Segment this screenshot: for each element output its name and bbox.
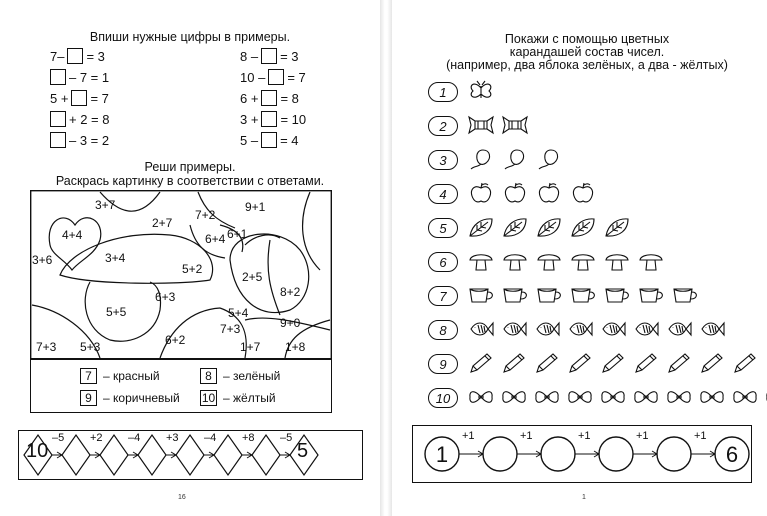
- page-number-left: 16: [178, 494, 186, 501]
- picture-example[interactable]: 4+4: [62, 228, 83, 242]
- chain-diamond[interactable]: [100, 435, 128, 475]
- fish-icon[interactable]: [600, 318, 626, 340]
- answer-box[interactable]: [67, 48, 83, 64]
- left-equation: [50, 69, 109, 85]
- chain-operation: –5: [280, 432, 293, 444]
- chain-arrow: [633, 451, 657, 457]
- equation-text: 10 –: [240, 69, 266, 85]
- answer-box[interactable]: [71, 90, 87, 106]
- mushroom-icon[interactable]: [570, 250, 596, 272]
- right-equation: [240, 132, 299, 148]
- equation-text: – 3 = 2: [69, 132, 110, 148]
- answer-box[interactable]: [50, 132, 66, 148]
- answer-box[interactable]: [50, 111, 66, 127]
- bow-icon[interactable]: [732, 386, 758, 408]
- balloon-icon[interactable]: [468, 148, 494, 170]
- legend-box: [30, 358, 332, 413]
- right-equation: [240, 90, 299, 106]
- chain-diamond[interactable]: [214, 435, 242, 475]
- fish-icon[interactable]: [534, 318, 560, 340]
- cup-icon[interactable]: [604, 284, 630, 306]
- equation-text: = 4: [280, 132, 299, 148]
- bow-icon[interactable]: [534, 386, 560, 408]
- picture-example[interactable]: 3+6: [32, 253, 53, 267]
- picture-example[interactable]: 2+7: [152, 216, 173, 230]
- chain-arrow: [166, 452, 176, 458]
- fish-icon[interactable]: [468, 318, 494, 340]
- chain-arrow: [52, 452, 62, 458]
- equation-text: 3 +: [240, 111, 259, 127]
- chain-operation: +1: [578, 430, 591, 442]
- task2-title-line1: Реши примеры.: [144, 160, 236, 174]
- equation-text: = 3: [280, 48, 299, 64]
- picture-example[interactable]: 6+2: [165, 333, 186, 347]
- mushroom-icon[interactable]: [604, 250, 630, 272]
- chain-diamond[interactable]: [176, 435, 204, 475]
- mushroom-icon[interactable]: [638, 250, 664, 272]
- leaf-icon[interactable]: [536, 216, 562, 238]
- equation-text: 7–: [50, 48, 65, 64]
- legend-color-label: – красный: [103, 369, 160, 383]
- answer-box[interactable]: [261, 90, 277, 106]
- pencil-icon[interactable]: [567, 352, 593, 374]
- picture-example[interactable]: 2+5: [242, 270, 263, 284]
- picture-example[interactable]: 9+0: [280, 316, 301, 330]
- page-number-right: 1: [582, 494, 586, 501]
- picture-example[interactable]: 5+4: [228, 306, 249, 320]
- row-number-7: 7: [428, 286, 458, 306]
- pencil-icon[interactable]: [666, 352, 692, 374]
- row-number-8: 8: [428, 320, 458, 340]
- pencil-icon[interactable]: [633, 352, 659, 374]
- pencil-icon[interactable]: [732, 352, 758, 374]
- apple-icon[interactable]: [570, 182, 596, 204]
- row-number-9: 9: [428, 354, 458, 374]
- cup-icon[interactable]: [672, 284, 698, 306]
- answer-box[interactable]: [261, 132, 277, 148]
- row-number-2: 2: [428, 116, 458, 136]
- answer-box[interactable]: [50, 69, 66, 85]
- apple-icon[interactable]: [502, 182, 528, 204]
- equation-text: = 3: [86, 48, 105, 64]
- left-page: [0, 0, 380, 516]
- chain-arrow: [517, 451, 541, 457]
- cup-icon[interactable]: [536, 284, 562, 306]
- chain-arrow: [128, 452, 138, 458]
- balloon-icon[interactable]: [536, 148, 562, 170]
- mushroom-icon[interactable]: [468, 250, 494, 272]
- equation-text: 6 +: [240, 90, 259, 106]
- picture-example[interactable]: 9+1: [245, 200, 266, 214]
- row-number-3: 3: [428, 150, 458, 170]
- equation-text: 5 +: [50, 90, 69, 106]
- right-title-line1: Покажи с помощью цветных: [504, 32, 670, 46]
- apple-icon[interactable]: [468, 182, 494, 204]
- legend-number: 7: [80, 368, 97, 384]
- legend-item: [80, 368, 160, 384]
- fish-icon[interactable]: [501, 318, 527, 340]
- chain-operation: +2: [90, 432, 103, 444]
- pencil-icon[interactable]: [699, 352, 725, 374]
- right-equation: [240, 48, 299, 64]
- chain-circle[interactable]: [541, 437, 575, 471]
- apple-icon[interactable]: [536, 182, 562, 204]
- picture-example[interactable]: 3+4: [105, 251, 126, 265]
- answer-box[interactable]: [261, 48, 277, 64]
- fish-icon[interactable]: [699, 318, 725, 340]
- cup-icon[interactable]: [570, 284, 596, 306]
- left-equation: [50, 132, 109, 148]
- right-title-line3: (например, два яблока зелёных, а два - жёлтых): [446, 58, 728, 72]
- butterfly-icon[interactable]: [468, 80, 494, 102]
- chain-arrow: [90, 452, 100, 458]
- chain-operation: +1: [694, 430, 707, 442]
- left-equation: [50, 90, 109, 106]
- equation-text: 5 –: [240, 132, 259, 148]
- bow-icon[interactable]: [600, 386, 626, 408]
- picture-example[interactable]: 8+2: [280, 285, 301, 299]
- chain-diamond[interactable]: [252, 435, 280, 475]
- picture-example[interactable]: 1+8: [285, 340, 306, 354]
- answer-box[interactable]: [261, 111, 277, 127]
- candy-icon[interactable]: [468, 114, 494, 136]
- cup-icon[interactable]: [502, 284, 528, 306]
- fish-icon[interactable]: [666, 318, 692, 340]
- picture-example[interactable]: 7+3: [220, 322, 241, 336]
- row-number-10: 10: [428, 388, 458, 408]
- legend-color-label: – коричневый: [103, 391, 180, 405]
- chain-end-number: 6: [725, 442, 739, 467]
- chain-arrow: [575, 451, 599, 457]
- cup-icon[interactable]: [638, 284, 664, 306]
- equation-text: + 2 = 8: [69, 111, 110, 127]
- book-gutter: [380, 0, 392, 516]
- chain-arrow: [204, 452, 214, 458]
- equation-text: 8 –: [240, 48, 259, 64]
- pencil-icon[interactable]: [501, 352, 527, 374]
- right-page: [392, 0, 767, 516]
- chain-start-number: 10: [26, 440, 49, 462]
- chain-operation: –4: [128, 432, 141, 444]
- chain-start-number: 1: [435, 442, 449, 467]
- picture-example[interactable]: 6+4: [205, 232, 226, 246]
- chain-diamond[interactable]: [62, 435, 90, 475]
- chain-operation: +1: [520, 430, 533, 442]
- fish-icon[interactable]: [633, 318, 659, 340]
- picture-example[interactable]: 5+2: [182, 262, 203, 276]
- chain-circle[interactable]: [483, 437, 517, 471]
- chain-arrow: [280, 452, 290, 458]
- bow-icon[interactable]: [567, 386, 593, 408]
- bow-icon[interactable]: [468, 386, 494, 408]
- bow-icon[interactable]: [633, 386, 659, 408]
- balloon-icon[interactable]: [502, 148, 528, 170]
- legend-item: [200, 368, 280, 384]
- equation-text: = 10: [280, 111, 307, 127]
- legend-color-label: – жёлтый: [223, 391, 276, 405]
- row-number-5: 5: [428, 218, 458, 238]
- mushroom-icon[interactable]: [536, 250, 562, 272]
- chain-operation: +3: [166, 432, 179, 444]
- bow-icon[interactable]: [666, 386, 692, 408]
- chain-operation: +1: [462, 430, 475, 442]
- chain-operation: –5: [52, 432, 65, 444]
- chain-operation: –4: [204, 432, 217, 444]
- cup-icon[interactable]: [468, 284, 494, 306]
- picture-example[interactable]: 5+5: [106, 305, 127, 319]
- picture-example[interactable]: 6+3: [155, 290, 176, 304]
- chain-circle[interactable]: [657, 437, 691, 471]
- legend-number: 8: [200, 368, 217, 384]
- chain-end-number: 5: [297, 440, 309, 462]
- chain-arrow: [242, 452, 252, 458]
- picture-example[interactable]: 7+2: [195, 208, 216, 222]
- chain-arrow: [691, 451, 715, 457]
- bow-icon[interactable]: [501, 386, 527, 408]
- picture-example[interactable]: 6+1: [227, 227, 248, 241]
- picture-example[interactable]: 7+3: [36, 340, 57, 354]
- chain-circle[interactable]: [599, 437, 633, 471]
- chain-operation: +1: [636, 430, 649, 442]
- fish-icon[interactable]: [567, 318, 593, 340]
- chain-operation: +8: [242, 432, 255, 444]
- bow-icon[interactable]: [699, 386, 725, 408]
- pencil-icon[interactable]: [468, 352, 494, 374]
- number-chain-diamonds[interactable]: [18, 430, 363, 480]
- left-equation: [50, 111, 109, 127]
- legend-number: 9: [80, 390, 97, 406]
- chain-arrow: [459, 451, 483, 457]
- leaf-icon[interactable]: [502, 216, 528, 238]
- right-title-line2: карандашей состав чисел.: [509, 45, 665, 59]
- answer-box[interactable]: [268, 69, 284, 85]
- left-equation: [50, 48, 105, 64]
- picture-example[interactable]: 3+7: [95, 198, 116, 212]
- leaf-icon[interactable]: [570, 216, 596, 238]
- leaf-icon[interactable]: [604, 216, 630, 238]
- pencil-icon[interactable]: [600, 352, 626, 374]
- row-number-1: 1: [428, 82, 458, 102]
- equation-text: = 7: [287, 69, 306, 85]
- leaf-icon[interactable]: [468, 216, 494, 238]
- legend-item: [80, 390, 180, 406]
- chain-diamond[interactable]: [138, 435, 166, 475]
- task1-title: Впиши нужные цифры в примеры.: [89, 30, 291, 44]
- picture-example[interactable]: 1+7: [240, 340, 261, 354]
- equation-text: = 7: [90, 90, 109, 106]
- equation-text: = 8: [280, 90, 299, 106]
- row-number-6: 6: [428, 252, 458, 272]
- task2-title-line2: Раскрась картинку в соответствии с ответами.: [55, 174, 325, 188]
- pencil-icon[interactable]: [534, 352, 560, 374]
- legend-item: [200, 390, 276, 406]
- picture-example[interactable]: 5+3: [80, 340, 101, 354]
- candy-icon[interactable]: [502, 114, 528, 136]
- legend-number: 10: [201, 391, 216, 405]
- row-number-4: 4: [428, 184, 458, 204]
- mushroom-icon[interactable]: [502, 250, 528, 272]
- right-equation: [240, 111, 306, 127]
- equation-text: – 7 = 1: [69, 69, 110, 85]
- right-equation: [240, 69, 306, 85]
- legend-color-label: – зелёный: [223, 369, 281, 383]
